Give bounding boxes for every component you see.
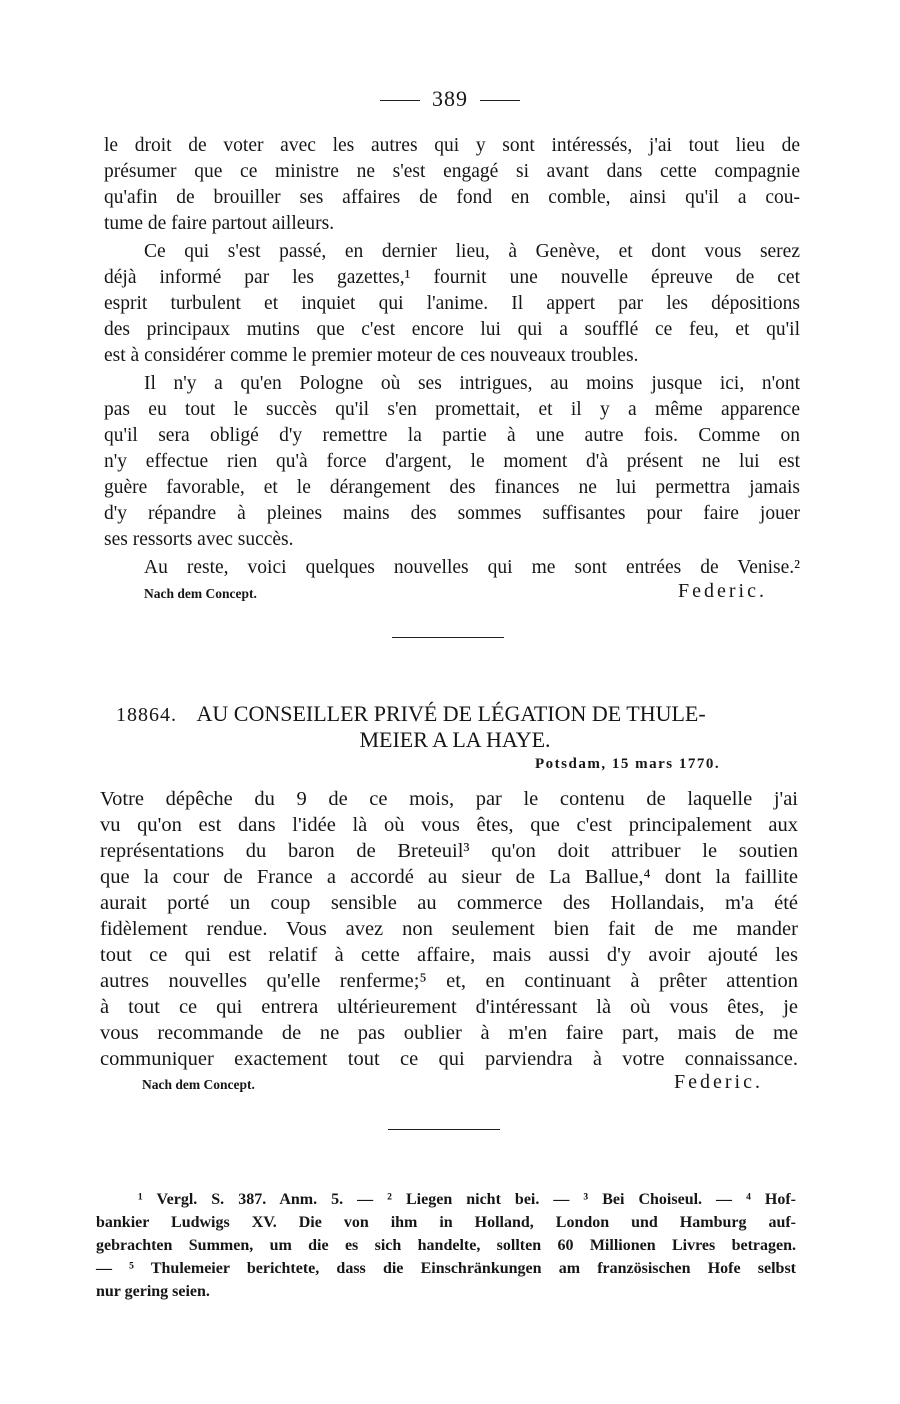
text-line: tume de faire partout ailleurs. <box>104 213 335 234</box>
text-line: esprit turbulent et inquiet qui l'anime. Il appert par les dépositions <box>104 293 800 314</box>
text-line: Il n'y a qu'en Pologne où ses intrigues, au moins jusque ici, n'ont <box>144 373 800 394</box>
letter-line: représentations du baron de Breteuil³ qu'on doit attribuer le soutien <box>100 840 798 862</box>
text-line: qu'afin de brouiller ses affaires de fond en comble, ainsi qu'il a cou- <box>104 187 800 208</box>
letter-line: communiquer exactement tout ce qui parviendra à votre connaissance. <box>100 1048 798 1070</box>
source-note: Nach dem Concept. <box>144 586 257 601</box>
text-line: présumer que ce ministre ne s'est engagé si avant dans cette compagnie <box>104 161 800 182</box>
text-line: des principaux mutins que c'est encore lui qui a soufflé ce feu, et qu'il <box>104 319 800 340</box>
letter-line: que la cour de France a accordé au sieur de La Ballue,⁴ dont la faillite <box>100 866 798 888</box>
letter-heading-line1 <box>116 700 706 729</box>
section-divider <box>392 637 504 638</box>
letter-line: aurait porté un coup sensible au commerce des Hollandais, m'a été <box>100 892 798 914</box>
text-line: le droit de voter avec les autres qui y sont intéressés, j'ai tout lieu de <box>104 135 800 156</box>
text-line: pas eu tout le succès qu'il s'en promettait, et il y a même apparence <box>104 399 800 420</box>
text-line: Ce qui s'est passé, en dernier lieu, à Genève, et dont vous serez <box>144 241 800 262</box>
dash-left <box>380 100 420 101</box>
text-line: qu'il sera obligé d'y remettre la partie à une autre fois. Comme on <box>104 425 800 446</box>
letter-line: vous recommande de ne pas oublier à m'en faire part, mais de me <box>100 1022 798 1044</box>
letter-line: vu qu'on est dans l'idée là où vous êtes, que c'est principalement aux <box>100 814 798 836</box>
letter-addressee: AU CONSEILLER PRIVÉ DE LÉGATION DE THULE- <box>196 701 706 726</box>
text-line: Au reste, voici quelques nouvelles qui me sont entrées de Venise.² <box>144 557 800 578</box>
footnote-line: — ⁵ Thulemeier berichtete, dass die Einschränkungen am französischen Hofe selbst <box>96 1260 796 1277</box>
text-line: déjà informé par les gazettes,¹ fournit une nouvelle épreuve de cet <box>104 267 800 288</box>
page-number <box>0 86 900 112</box>
text-line: n'y effectue rien qu'à force d'argent, le moment d'à présent ne lui est <box>104 451 800 472</box>
signature: Federic. <box>674 1071 763 1093</box>
signature: Federic. <box>678 580 767 602</box>
letter-number: 18864. <box>116 704 177 726</box>
footnote-line: gebrachten Summen, um die es sich handelte, sollten 60 Millionen Livres betragen. <box>96 1237 796 1254</box>
letter-line: autres nouvelles qu'elle renferme;⁵ et, en continuant à prêter attention <box>100 970 798 992</box>
footnote-line: bankier Ludwigs XV. Die von ihm in Holland, London und Hamburg auf- <box>96 1214 796 1231</box>
footnote-line: nur gering seien. <box>96 1283 210 1300</box>
source-note: Nach dem Concept. <box>142 1077 255 1092</box>
letter-line: à tout ce qui entrera ultérieurement d'intéressant là où vous êtes, je <box>100 996 798 1018</box>
section-divider <box>388 1129 500 1130</box>
text-line: est à considérer comme le premier moteur de ces nouveaux troubles. <box>104 345 639 366</box>
dash-right <box>480 100 520 101</box>
text-line: guère favorable, et le dérangement des finances ne lui permettra jamais <box>104 477 800 498</box>
letter-line: tout ce qui est relatif à cette affaire, mais aussi d'y avoir ajouté les <box>100 944 798 966</box>
letter-line: Votre dépêche du 9 de ce mois, par le contenu de laquelle j'ai <box>100 788 798 810</box>
text-line: d'y répandre à pleines mains des sommes suffisantes pour faire jouer <box>104 503 800 524</box>
footnote-line: ¹ Vergl. S. 387. Anm. 5. — ² Liegen nicht bei. — ³ Bei Choiseul. — ⁴ Hof- <box>138 1191 796 1208</box>
page-number-text: 389 <box>432 86 468 111</box>
letter-heading-line2: MEIER A LA HAYE. <box>359 727 551 752</box>
text-line: ses ressorts avec succès. <box>104 529 294 550</box>
place-date: Potsdam, 15 mars 1770. <box>535 756 721 772</box>
letter-line: fidèlement rendue. Vous avez non seulement bien fait de me mander <box>100 918 798 940</box>
